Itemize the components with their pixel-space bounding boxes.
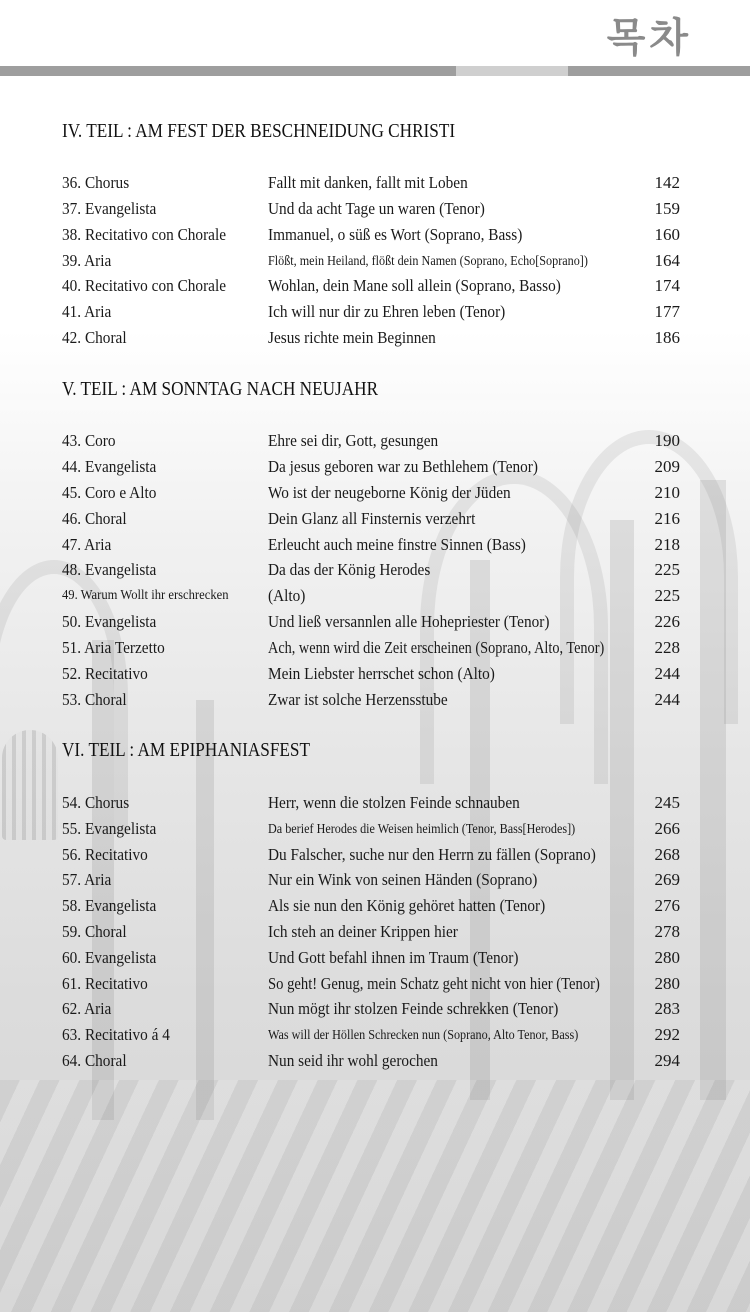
movement-label: 44. Evangelista <box>62 457 157 476</box>
toc-row[interactable] <box>0 868 750 892</box>
page-number: 269 <box>654 870 680 889</box>
page-header-title: 목차 <box>606 15 692 61</box>
toc-row[interactable] <box>0 171 750 195</box>
page-number: 186 <box>654 328 680 347</box>
page-number: 268 <box>654 845 680 864</box>
movement-label: 56. Recitativo <box>62 845 148 864</box>
page-number: 228 <box>654 638 680 657</box>
page-number: 177 <box>654 302 680 321</box>
movement-title: Und ließ versannlen alle Hohepriester (Tenor) <box>268 612 550 631</box>
toc-row[interactable] <box>0 481 750 505</box>
toc-row[interactable] <box>0 223 750 247</box>
movement-title: Flößt, mein Heiland, flößt dein Namen (Soprano, Echo[Soprano]) <box>268 253 588 268</box>
movement-label: 49. Warum Wollt ihr erschrecken <box>62 588 229 603</box>
movement-label: 38. Recitativo con Chorale <box>62 225 227 244</box>
header-divider <box>0 66 750 76</box>
toc-row[interactable] <box>0 997 750 1021</box>
movement-title: Nun mögt ihr stolzen Feinde schrekken (Tenor) <box>268 999 559 1018</box>
page-number: 218 <box>654 535 680 554</box>
page-number: 209 <box>654 457 680 476</box>
movement-label: 54. Chorus <box>62 793 130 812</box>
movement-title: Wohlan, dein Mane soll allein (Soprano, Basso) <box>268 276 561 295</box>
toc-row[interactable] <box>0 533 750 557</box>
toc-row[interactable] <box>0 688 750 712</box>
toc-row[interactable] <box>0 584 750 608</box>
page-number: 159 <box>654 199 680 218</box>
toc-row[interactable] <box>0 507 750 531</box>
movement-title: Erleucht auch meine finstre Sinnen (Bass) <box>268 535 526 554</box>
page-number: 276 <box>654 896 680 915</box>
toc-row[interactable] <box>0 843 750 867</box>
toc-row[interactable] <box>0 972 750 996</box>
movement-label: 47. Aria <box>62 535 112 554</box>
page-number: 190 <box>654 431 680 450</box>
toc-row[interactable] <box>0 791 750 815</box>
page-number: 142 <box>654 173 680 192</box>
movement-title: Jesus richte mein Beginnen <box>268 328 436 347</box>
page-number: 210 <box>654 483 680 502</box>
movement-label: 45. Coro e Alto <box>62 483 157 502</box>
movement-title: Fallt mit danken, fallt mit Loben <box>268 173 468 192</box>
page-number: 266 <box>654 819 680 838</box>
movement-label: 42. Choral <box>62 328 127 347</box>
page-number: 244 <box>654 664 680 683</box>
movement-label: 63. Recitativo á 4 <box>62 1025 170 1044</box>
movement-title: Ich steh an deiner Krippen hier <box>268 922 458 941</box>
movement-label: 39. Aria <box>62 251 112 270</box>
toc-row[interactable] <box>0 610 750 634</box>
toc-row[interactable] <box>0 429 750 453</box>
toc-row[interactable] <box>0 920 750 944</box>
movement-label: 52. Recitativo <box>62 664 148 683</box>
toc-row[interactable] <box>0 662 750 686</box>
movement-label: 41. Aria <box>62 302 112 321</box>
movement-label: 37. Evangelista <box>62 199 157 218</box>
page-number: 164 <box>654 251 680 270</box>
movement-label: 46. Choral <box>62 509 127 528</box>
movement-title: So geht! Genug, mein Schatz geht nicht von hier (Tenor) <box>268 974 600 993</box>
toc-row[interactable] <box>0 1023 750 1047</box>
movement-label: 55. Evangelista <box>62 819 157 838</box>
page-number: 216 <box>654 509 680 528</box>
movement-label: 50. Evangelista <box>62 612 157 631</box>
movement-title: Du Falscher, suche nur den Herrn zu fällen (Soprano) <box>268 845 596 864</box>
movement-title: Immanuel, o süß es Wort (Soprano, Bass) <box>268 225 523 244</box>
movement-title: Dein Glanz all Finsternis verzehrt <box>268 509 476 528</box>
page-number: 226 <box>654 612 680 631</box>
toc-row[interactable] <box>0 455 750 479</box>
movement-label: 60. Evangelista <box>62 948 157 967</box>
movement-title: Ehre sei dir, Gott, gesungen <box>268 431 439 450</box>
toc-row[interactable] <box>0 894 750 918</box>
movement-title: Mein Liebster herrschet schon (Alto) <box>268 664 495 683</box>
page-number: 283 <box>654 999 680 1018</box>
movement-title: Ach, wenn wird die Zeit erscheinen (Soprano, Alto, Tenor) <box>268 638 605 657</box>
page-number: 280 <box>654 974 680 993</box>
movement-label: 59. Choral <box>62 922 127 941</box>
header-divider-accent <box>456 66 568 76</box>
page-number: 292 <box>654 1025 680 1044</box>
toc-row[interactable] <box>0 558 750 582</box>
section-title: V. TEIL : AM SONNTAG NACH NEUJAHR <box>62 378 379 400</box>
movement-title: Herr, wenn die stolzen Feinde schnauben <box>268 793 520 812</box>
movement-title: (Alto) <box>268 586 306 605</box>
movement-title: Zwar ist solche Herzensstube <box>268 690 448 709</box>
page-number: 225 <box>654 560 680 579</box>
page-number: 244 <box>654 690 680 709</box>
toc-row[interactable] <box>0 946 750 970</box>
page-number: 294 <box>654 1051 680 1070</box>
movement-label: 40. Recitativo con Chorale <box>62 276 227 295</box>
movement-title: Wo ist der neugeborne König der Jüden <box>268 483 511 502</box>
movement-title: Als sie nun den König gehöret hatten (Tenor) <box>268 896 546 915</box>
page-number: 280 <box>654 948 680 967</box>
section-title: IV. TEIL : AM FEST DER BESCHNEIDUNG CHRISTI <box>62 120 456 142</box>
movement-title: Ich will nur dir zu Ehren leben (Tenor) <box>268 302 506 321</box>
page-number: 160 <box>654 225 680 244</box>
movement-title: Nur ein Wink von seinen Händen (Soprano) <box>268 870 538 889</box>
movement-title: Was will der Höllen Schrecken nun (Soprano, Alto Tenor, Bass) <box>268 1027 579 1042</box>
movement-label: 36. Chorus <box>62 173 130 192</box>
movement-label: 64. Choral <box>62 1051 127 1070</box>
movement-title: Und da acht Tage un waren (Tenor) <box>268 199 485 218</box>
toc-row[interactable] <box>0 326 750 350</box>
movement-label: 51. Aria Terzetto <box>62 638 165 657</box>
movement-label: 43. Coro <box>62 431 116 450</box>
toc-row[interactable] <box>0 249 750 273</box>
page-number: 245 <box>654 793 680 812</box>
movement-title: Und Gott befahl ihnen im Traum (Tenor) <box>268 948 519 967</box>
toc-row[interactable] <box>0 274 750 298</box>
movement-label: 62. Aria <box>62 999 112 1018</box>
movement-label: 48. Evangelista <box>62 560 157 579</box>
movement-title: Da das der König Herodes <box>268 560 431 579</box>
movement-label: 53. Choral <box>62 690 127 709</box>
movement-label: 58. Evangelista <box>62 896 157 915</box>
toc-row[interactable] <box>0 817 750 841</box>
movement-title: Da berief Herodes die Weisen heimlich (Tenor, Bass[Herodes]) <box>268 821 576 836</box>
movement-label: 61. Recitativo <box>62 974 148 993</box>
toc-row[interactable] <box>0 1049 750 1073</box>
movement-title: Da jesus geboren war zu Bethlehem (Tenor) <box>268 457 538 476</box>
movement-label: 57. Aria <box>62 870 112 889</box>
toc-row[interactable] <box>0 636 750 660</box>
movement-title: Nun seid ihr wohl gerochen <box>268 1051 438 1070</box>
page-number: 278 <box>654 922 680 941</box>
page-number: 225 <box>654 586 680 605</box>
toc-row[interactable] <box>0 300 750 324</box>
page-number: 174 <box>654 276 680 295</box>
section-title: VI. TEIL : AM EPIPHANIASFEST <box>62 739 310 761</box>
toc-row[interactable] <box>0 197 750 221</box>
